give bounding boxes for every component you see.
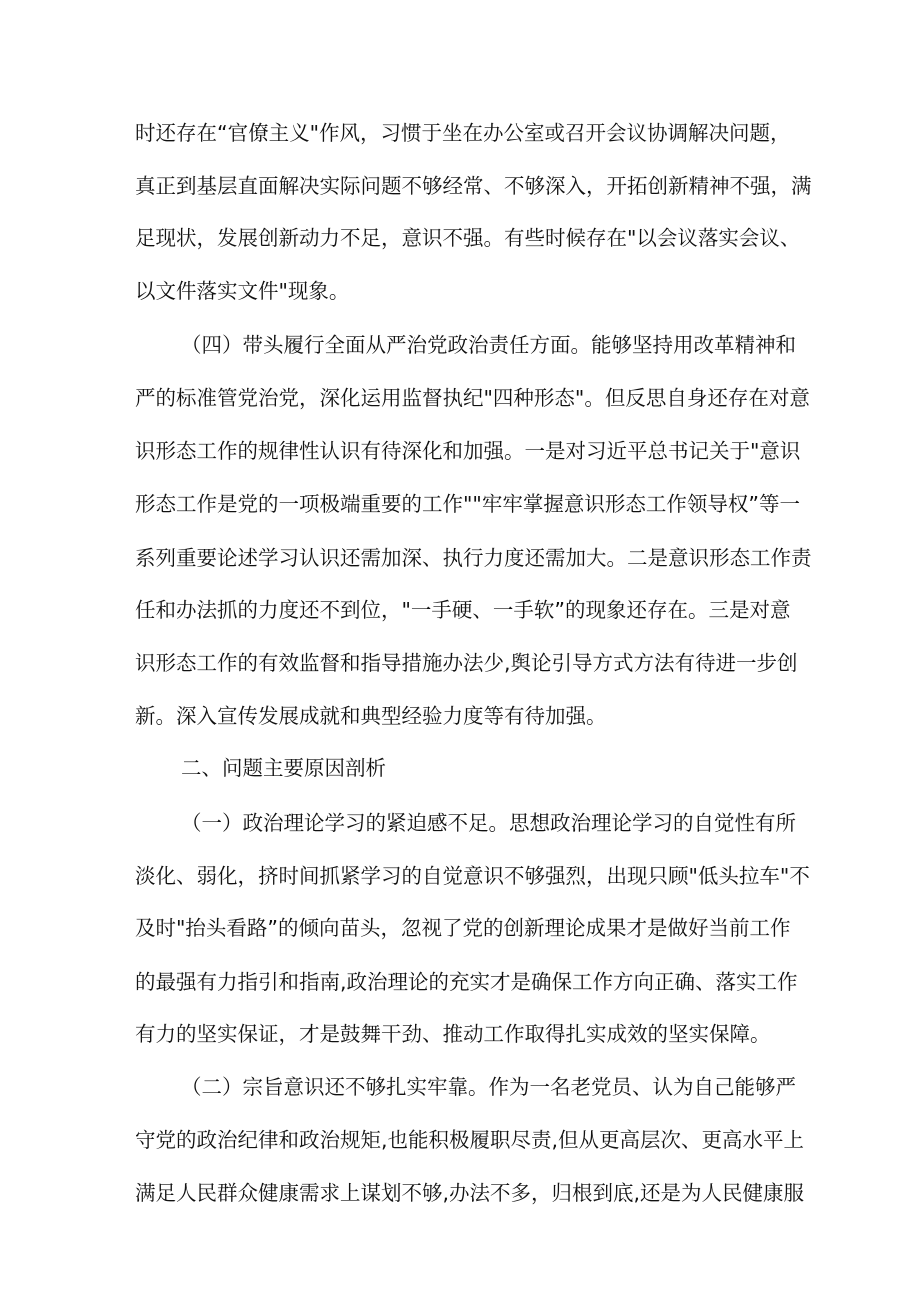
text-line-8: 形态工作是党的一项极端重要的工作""牢牢掌握意识形态工作领导权”等一 — [135, 492, 800, 516]
text-line-21: 满足人民群众健康需求上谋划不够,办法不多，归根到底,还是为人民健康服 — [135, 1181, 805, 1205]
text-line-7: 识形态工作的规律性认识有待深化和加强。一是对习近平总书记关于"意识 — [135, 439, 801, 463]
text-line-17: 的最强有力指引和指南,政治理论的充实才是确保工作方向正确、落实工作 — [135, 970, 798, 994]
text-line-6: 严的标准管党治党，深化运用监督执纪"四种形态"。但反思自身还存在对意 — [135, 386, 810, 410]
text-line-9: 系列重要论述学习认识还需加深、执行力度还需加大。二是意识形态工作责 — [135, 546, 812, 570]
text-line-15: 淡化、弱化，挤时间抓紧学习的自觉意识不够强烈，出现只顾"低头拉车"不 — [135, 864, 810, 888]
text-line-20: 守党的政治纪律和政治规矩,也能积极履职尽责,但从更高层次、更高水平上 — [135, 1128, 805, 1152]
text-line-11: 识形态工作的有效监督和指导措施办法少,舆论引导方式方法有待进一步创 — [135, 651, 798, 675]
paragraph-2-first-line: （二）宗旨意识还不够扎实牢靠。作为一名老党员、认为自己能够严 — [181, 1075, 796, 1099]
text-line-12: 新。深入宣传发展成就和典型经验力度等有待加强。 — [135, 704, 607, 728]
text-line-16: 及时"抬头看路”的倾向苗头，忽视了党的创新理论成果才是做好当前工作 — [135, 916, 791, 940]
text-line-3: 足现状，发展创新动力不足，意识不强。有些时候存在"以会议落实会议、 — [135, 226, 801, 250]
text-line-2: 真正到基层直面解决实际问题不够经常、不够深入，开拓创新精神不强，满 — [135, 174, 812, 198]
section-heading: 二、问题主要原因剖析 — [181, 756, 386, 780]
paragraph-1-first-line: （一）政治理论学习的紧迫感不足。思想政治理论学习的自觉性有所 — [181, 811, 796, 835]
text-line-18: 有力的坚实保证，才是鼓舞干劲、推动工作取得扎实成效的坚实保障。 — [135, 1022, 771, 1046]
text-line-10: 任和办法抓的力度还不到位，"一手硬、一手软”的现象还存在。三是对意 — [135, 598, 791, 622]
text-line-1: 时还存在“官僚主义"作风，习惯于坐在办公室或召开会议协调解决问题， — [135, 121, 791, 145]
text-line-4: 以文件落实文件"现象。 — [135, 279, 350, 303]
paragraph-4-first-line: （四）带头履行全面从严治党政治责任方面。能够坚持用改革精神和 — [181, 333, 796, 357]
